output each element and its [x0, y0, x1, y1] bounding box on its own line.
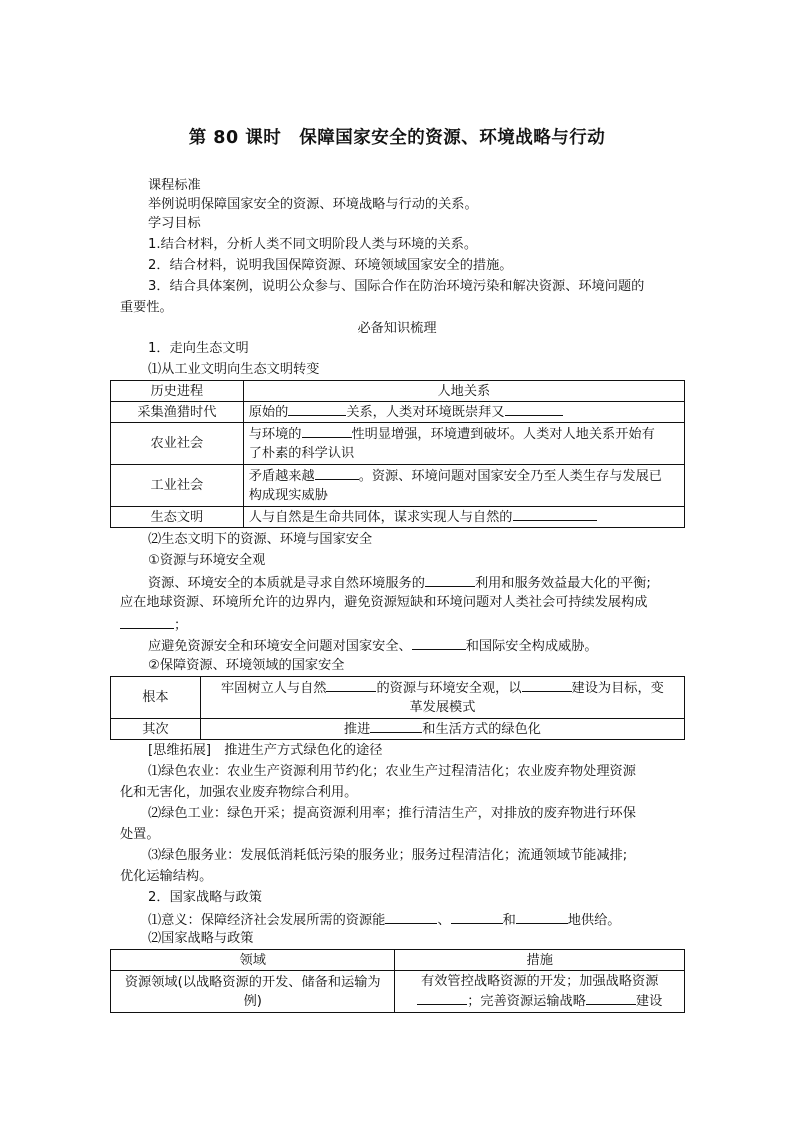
- security-table: [110, 676, 685, 740]
- answer-blank: [586, 991, 636, 1005]
- objective-3-line-2: 重要性。: [120, 300, 173, 315]
- cell-text: 有效管控战略资源的开发；加强战略资源: [421, 974, 659, 989]
- paragraph-text: 应避免资源安全和环境安全问题对国家安全、: [148, 639, 412, 654]
- table-cell: 根本: [111, 677, 201, 719]
- cell-text: 推进: [343, 722, 371, 737]
- paragraph-text: ⑴意义：保障经济社会发展所需的资源能: [148, 913, 386, 928]
- extension-line: 处置。: [120, 827, 160, 842]
- cell-text: 构成现实威胁: [248, 488, 328, 503]
- extension-line: ⑵绿色工业：绿色开采；提高资源利用率；推行清洁生产，对排放的废弃物进行环保: [148, 806, 636, 821]
- cell-text: 和生活方式的绿色化: [422, 722, 541, 737]
- cell-text: 。资源、环境问题对国家安全乃至人类生存与发展已: [358, 469, 662, 484]
- civilization-table: [110, 380, 685, 528]
- paragraph-line: [120, 615, 187, 635]
- paragraph-text: 利用和服务效益最大化的平衡;: [474, 576, 651, 591]
- extension-line: 化和无害化，加强农业废弃物综合利用。: [120, 785, 358, 800]
- table-cell: [200, 677, 684, 719]
- cell-text: 的资源与环境安全观，以: [376, 681, 522, 696]
- answer-blank: [505, 402, 563, 416]
- standard-label: 课程标准: [148, 178, 201, 193]
- answer-blank: [451, 910, 503, 924]
- table-header: 领域: [111, 950, 395, 971]
- paragraph-text: 和: [502, 913, 516, 928]
- table-header: 措施: [395, 950, 685, 971]
- extension-line: ⑶绿色服务业：发展低消耗低污染的服务业；服务过程清洁化；流通领域节能减排;: [148, 848, 628, 863]
- answer-blank: [370, 719, 422, 733]
- paragraph-line: 应在地球资源、环境所允许的边界内，避免资源短缺和环境问题对人类社会可持续发展构成: [120, 595, 648, 610]
- table-cell: [243, 423, 684, 465]
- paragraph-text: 资源、环境安全的本质就是寻求自然环境服务的: [148, 576, 425, 591]
- answer-blank: [288, 402, 346, 416]
- objective-3-line-1: 3．结合具体案例，说明公众参与、国际合作在防治环境污染和解决资源、环境问题的: [148, 279, 645, 294]
- cell-text: 牢固树立人与自然: [220, 681, 327, 696]
- heading-1-2-b: ②保障资源、环境领域的国家安全: [148, 658, 345, 673]
- cell-text: 性明显增强，环境遭到破坏。人类对人地关系开始有: [351, 427, 655, 442]
- heading-1-2: ⑵生态文明下的资源、环境与国家安全: [148, 532, 373, 547]
- cell-text: 了朴素的科学认识: [248, 446, 355, 461]
- paragraph-text: 地供给。: [567, 913, 621, 928]
- answer-blank: [385, 910, 437, 924]
- table-cell: [395, 971, 685, 1013]
- heading-2: 2．国家战略与政策: [148, 890, 262, 905]
- objectives-label: 学习目标: [148, 216, 201, 231]
- heading-1-2-a: ①资源与环境安全观: [148, 553, 266, 568]
- paragraph-line: [148, 573, 651, 593]
- table-cell: [243, 402, 684, 423]
- strategy-table: [110, 949, 685, 1013]
- table-cell: 生态文明: [111, 507, 244, 528]
- table-header: 历史进程: [111, 381, 244, 402]
- heading-1: 1．走向生态文明: [148, 341, 249, 356]
- heading-1-1: ⑴从工业文明向生态文明转变: [148, 362, 320, 377]
- answer-blank: [120, 615, 174, 629]
- paragraph-text: 和国际安全构成威胁。: [465, 639, 598, 654]
- cell-text: 建设: [635, 994, 663, 1009]
- answer-blank: [513, 507, 597, 521]
- cell-text: 原始的: [248, 405, 289, 420]
- table-cell: 农业社会: [111, 423, 244, 465]
- cell-text: 例): [243, 993, 262, 1009]
- paragraph-line: [148, 636, 598, 656]
- table-cell: 工业社会: [111, 465, 244, 507]
- answer-blank: [417, 991, 467, 1005]
- table-cell: 其次: [111, 719, 201, 740]
- extension-line: ⑴绿色农业：农业生产资源利用节约化；农业生产过程清洁化；农业废弃物处理资源: [148, 764, 636, 779]
- cell-text: 资源领域(以战略资源的开发、储备和运输为: [124, 974, 381, 990]
- cell-text: ；完善资源运输战略: [467, 994, 586, 1009]
- answer-blank: [326, 678, 376, 692]
- extension-title: [思维拓展] 推进生产方式绿色化的途径: [148, 743, 383, 758]
- standard-text: 举例说明保障国家安全的资源、环境战略与行动的关系。: [148, 197, 478, 212]
- table-cell: [111, 971, 395, 1013]
- paragraph-line: [148, 910, 621, 930]
- cell-text: 矛盾越来越: [248, 469, 315, 484]
- objective-1: 1.结合材料，分析人类不同文明阶段人类与环境的关系。: [148, 237, 478, 252]
- answer-blank: [302, 424, 352, 438]
- objective-2: 2．结合材料，说明我国保障资源、环境领域国家安全的措施。: [148, 258, 513, 273]
- table-cell: [243, 465, 684, 507]
- page-title: 第 80 课时 保障国家安全的资源、环境战略与行动: [188, 128, 606, 148]
- cell-text: 人与自然是生命共同体，谋求实现人与自然的: [248, 510, 513, 525]
- table-cell: [200, 719, 684, 740]
- section-heading: 必备知识梳理: [357, 321, 437, 336]
- answer-blank: [315, 466, 359, 480]
- paragraph-text: ；: [174, 618, 188, 633]
- answer-blank: [522, 678, 572, 692]
- extension-line: 优化运输结构。: [120, 869, 213, 884]
- cell-text: 革发展模式: [409, 700, 476, 715]
- table-cell: 采集渔猎时代: [111, 402, 244, 423]
- paragraph-text: 、: [437, 913, 451, 928]
- cell-text: 与环境的: [248, 427, 302, 442]
- cell-text: 关系，人类对环境既崇拜又: [346, 405, 505, 420]
- table-header: 人地关系: [243, 381, 684, 402]
- answer-blank: [425, 573, 475, 587]
- answer-blank: [412, 636, 466, 650]
- cell-text: 建设为目标，变: [571, 681, 664, 696]
- answer-blank: [516, 910, 568, 924]
- heading-2-2: ⑵国家战略与政策: [148, 931, 254, 946]
- table-cell: [243, 507, 684, 528]
